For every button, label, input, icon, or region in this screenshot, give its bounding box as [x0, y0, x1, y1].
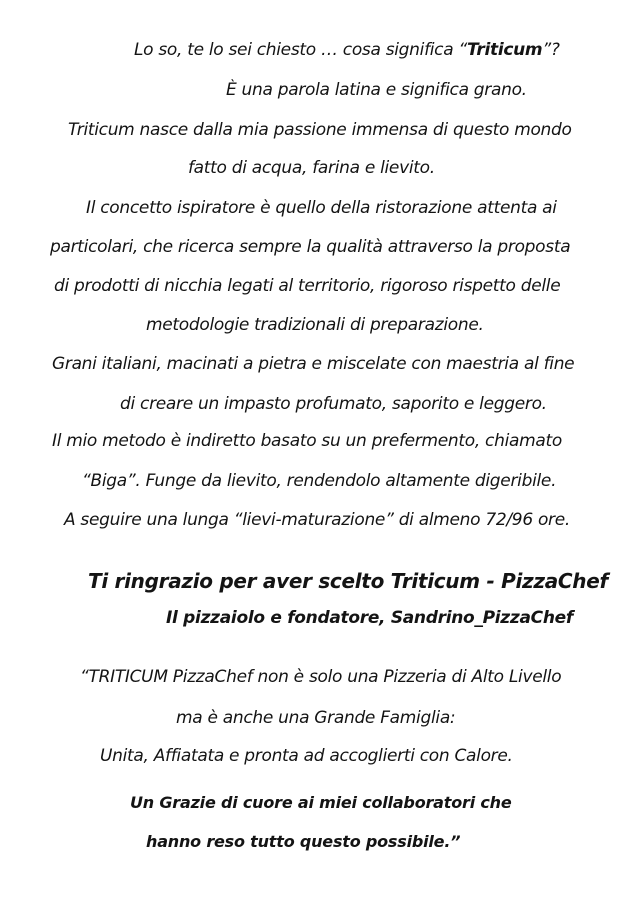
- quote-line: ma è anche una Grande Famiglia:: [176, 708, 456, 728]
- quote-closing-line: hanno reso tutto questo possibile.”: [146, 832, 461, 851]
- intro-line: particolari, che ricerca sempre la qualità attraverso la proposta: [50, 237, 571, 257]
- intro-line: fatto di acqua, farina e lievito.: [188, 158, 435, 178]
- intro-line: Il concetto ispiratore è quello della ristorazione attenta ai: [86, 198, 557, 218]
- founder-signature: Il pizzaiolo e fondatore, Sandrino_PizzaChef: [166, 608, 573, 628]
- intro-line: È una parola latina e significa grano.: [226, 80, 527, 100]
- intro-line: di creare un impasto profumato, saporito e leggero.: [120, 394, 547, 414]
- intro-line: Grani italiani, macinati a pietra e miscelate con maestria al fine: [52, 354, 575, 374]
- intro-question-term: Triticum: [466, 40, 543, 60]
- intro-line: Triticum nasce dalla mia passione immensa di questo mondo: [68, 120, 572, 140]
- intro-line: Il mio metodo è indiretto basato su un prefermento, chiamato: [52, 431, 562, 451]
- intro-line: di prodotti di nicchia legati al territorio, rigoroso rispetto delle: [54, 276, 561, 296]
- intro-question-suffix: ”?: [542, 40, 560, 60]
- quote-line: “TRITICUM PizzaChef non è solo una Pizzeria di Alto Livello: [80, 667, 562, 687]
- intro-question-prefix: Lo so, te lo sei chiesto … cosa significa “: [134, 40, 467, 60]
- quote-closing-line: Un Grazie di cuore ai miei collaboratori che: [130, 793, 512, 812]
- thanks-heading: Ti ringrazio per aver scelto Triticum - PizzaChef: [88, 569, 608, 593]
- intro-question: [134, 42, 560, 59]
- intro-line: metodologie tradizionali di preparazione.: [146, 315, 484, 335]
- quote-line: Unita, Affiatata e pronta ad accoglierti con Calore.: [100, 746, 513, 766]
- intro-line: “Biga”. Funge da lievito, rendendolo altamente digeribile.: [82, 471, 557, 491]
- intro-line: A seguire una lunga “lievi-maturazione” di almeno 72/96 ore.: [64, 510, 570, 530]
